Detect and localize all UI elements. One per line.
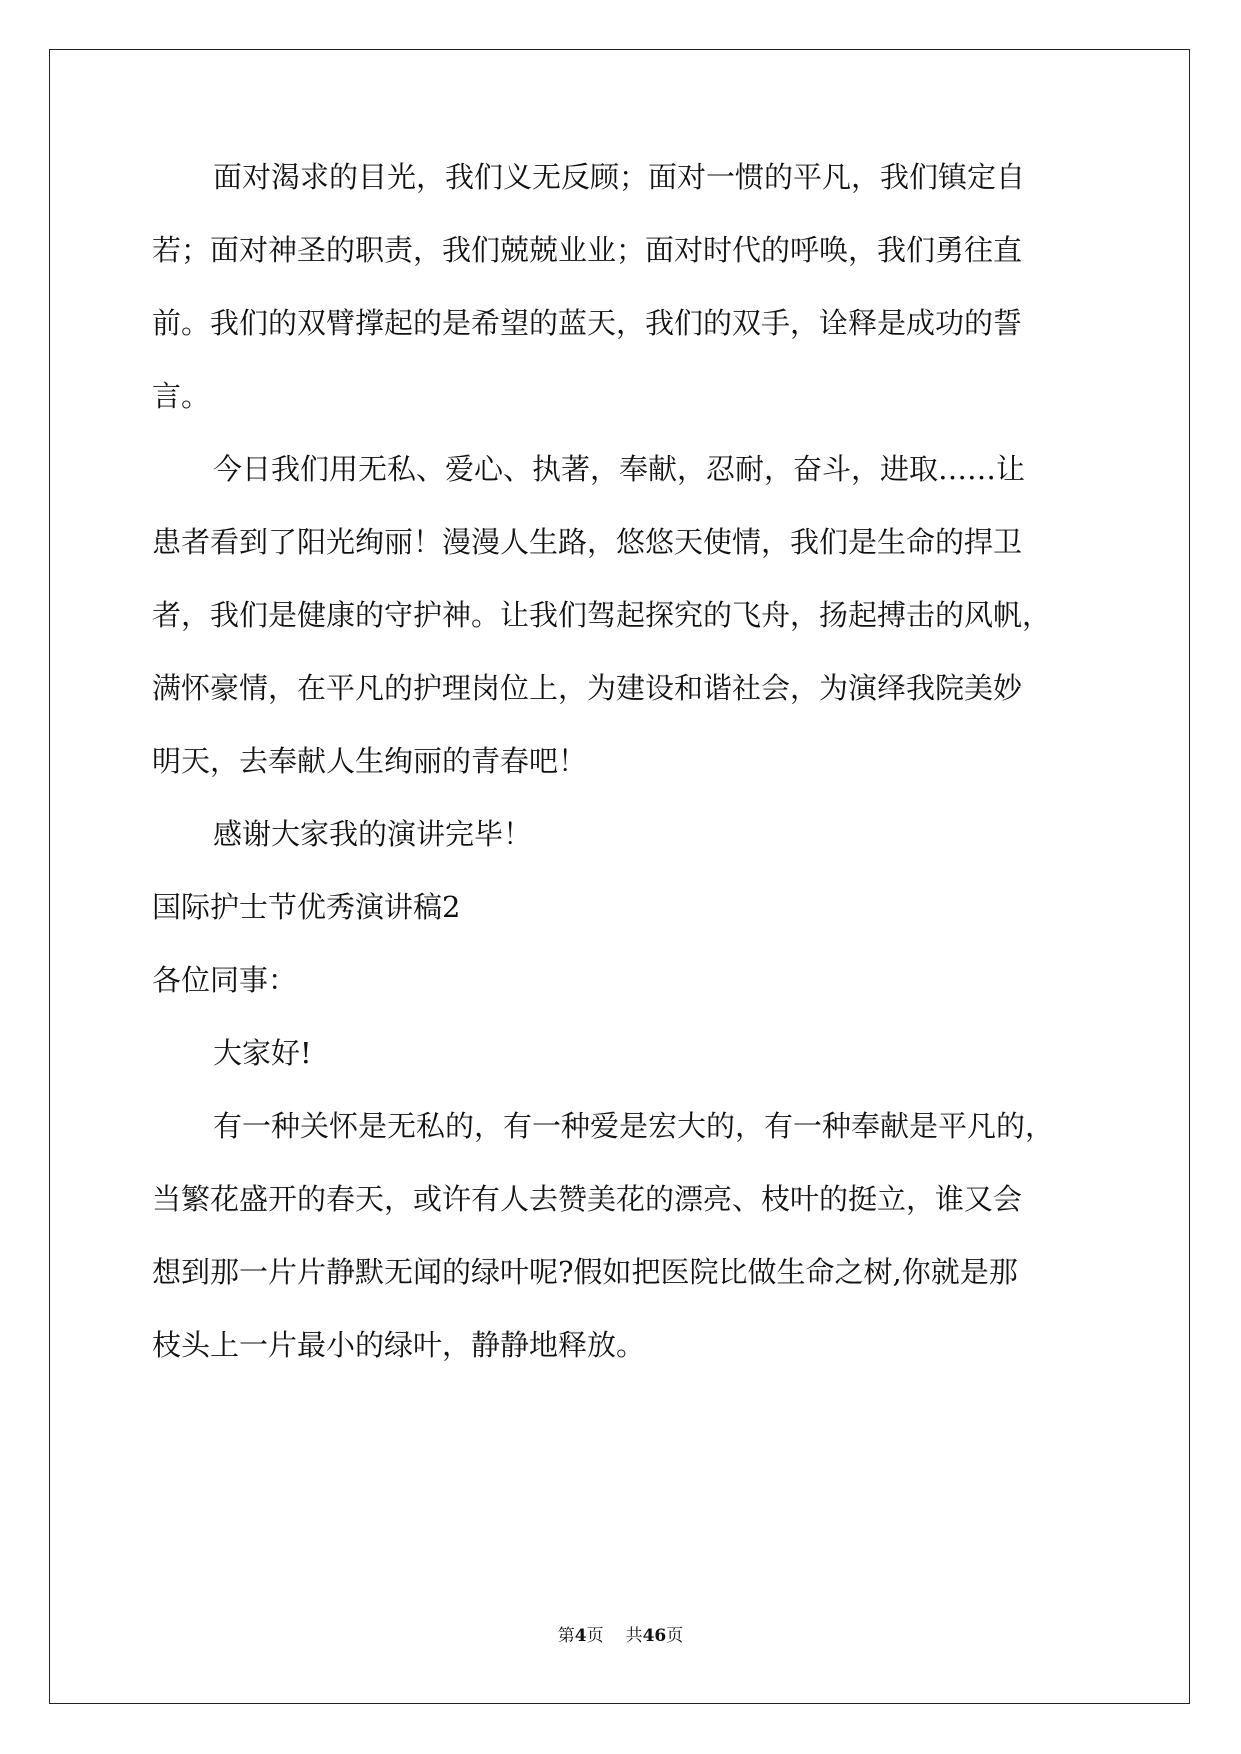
body-line: 前。我们的双臂撑起的是希望的蓝天，我们的双手，诠释是成功的誓 (152, 306, 1023, 340)
total-pages: 46 (642, 1626, 667, 1646)
body-line: 者，我们是健康的守护神。让我们驾起探究的飞舟，扬起搏击的风帆， (152, 598, 1052, 632)
page-number: 4 (574, 1626, 587, 1646)
greeting: 大家好! (213, 1036, 312, 1070)
total-prefix: 共 (625, 1626, 643, 1646)
body-line: 当繁花盛开的春天，或许有人去赞美花的漂亮、枝叶的挺立，谁又会 (152, 1182, 1023, 1216)
total-suffix: 页 (666, 1626, 684, 1646)
section-heading: 国际护士节优秀演讲稿2 (152, 890, 461, 924)
body-line: 患者看到了阳光绚丽！漫漫人生路，悠悠天使情，我们是生命的捍卫 (152, 525, 1023, 559)
page-footer (0, 1625, 1241, 1647)
body-line: 若；面对神圣的职责，我们兢兢业业；面对时代的呼唤，我们勇往直 (152, 233, 1023, 267)
body-line: 今日我们用无私、爱心、执著，奉献，忍耐，奋斗，进取……让 (213, 452, 1026, 486)
body-line: 有一种关怀是无私的，有一种爱是宏大的，有一种奉献是平凡的， (213, 1109, 1055, 1143)
body-line: 面对渴求的目光，我们义无反顾；面对一惯的平凡，我们镇定自 (213, 160, 1026, 194)
page-suffix: 页 (586, 1626, 604, 1646)
body-line: 明天，去奉献人生绚丽的青春吧！ (152, 744, 588, 778)
body-line: 满怀豪情，在平凡的护理岗位上，为建设和谐社会，为演绎我院美妙 (152, 671, 1023, 705)
page-border (49, 49, 1190, 1704)
body-line: 感谢大家我的演讲完毕！ (213, 817, 533, 851)
page-prefix: 第 (557, 1626, 575, 1646)
body-line: 言。 (152, 379, 211, 413)
body-line: 想到那一片片静默无闻的绿叶呢?假如把医院比做生命之树,你就是那 (152, 1255, 1018, 1289)
salutation: 各位同事： (152, 963, 298, 997)
body-line: 枝头上一片最小的绿叶，静静地释放。 (152, 1328, 646, 1362)
